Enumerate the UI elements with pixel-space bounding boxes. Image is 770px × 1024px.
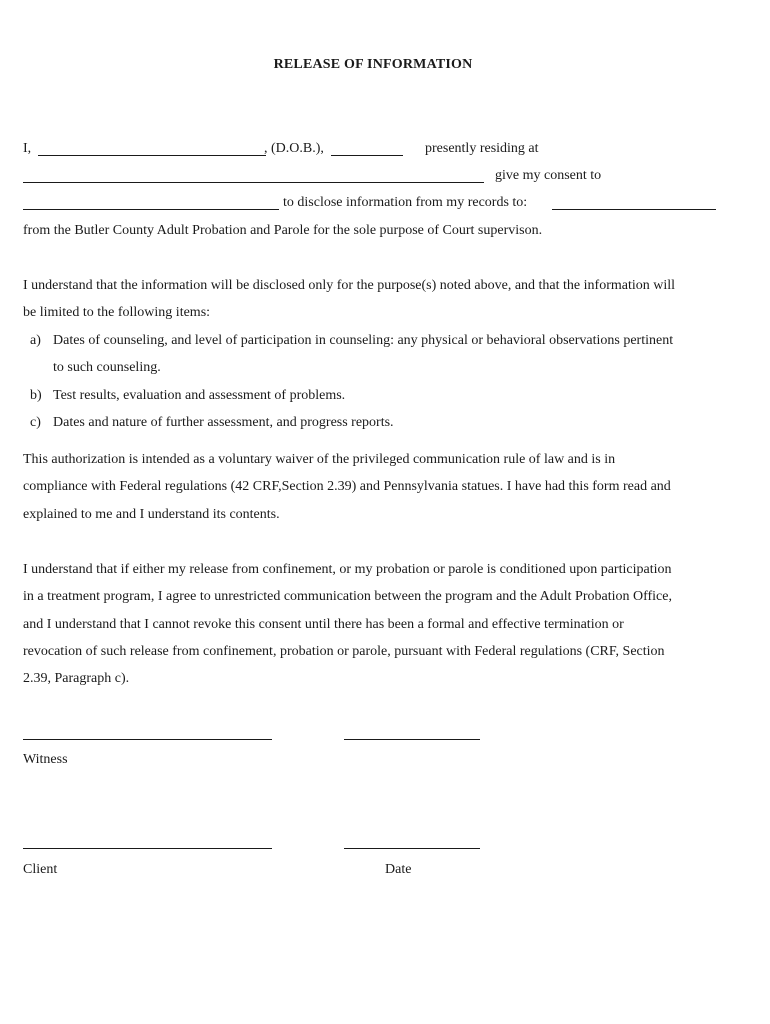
confinement-line: revocation of such release from confinement, probation or parole, pursuant with Federal regulations (CRF, Section xyxy=(23,643,665,659)
authorization-line: compliance with Federal regulations (42 CRF,Section 2.39) and Pennsylvania statues. I have had this form read and xyxy=(23,479,671,495)
witness-label: Witness xyxy=(23,752,68,767)
client-signature-line[interactable] xyxy=(23,848,272,849)
list-item-text: Test results, evaluation and assessment of problems. xyxy=(53,388,346,403)
purpose-line: from the Butler County Adult Probation and Parole for the sole purpose of Court supervison. xyxy=(23,223,543,238)
understand-line: I understand that the information will be disclosed only for the purpose(s) noted above, and that the information will xyxy=(23,278,676,293)
document-title: RELEASE OF INFORMATION xyxy=(273,57,473,72)
list-item-continuation: to such counseling. xyxy=(53,360,161,375)
disclose-recipient-field[interactable] xyxy=(552,209,716,210)
authorization-line: explained to me and I understand its contents. xyxy=(23,506,280,522)
name-field[interactable] xyxy=(38,155,266,156)
dob-label: , (D.O.B.), xyxy=(264,141,324,156)
client-date-line[interactable] xyxy=(344,848,480,849)
understand-line: be limited to the following items: xyxy=(23,305,211,321)
confinement-line: I understand that if either my release from confinement, or my probation or parole is conditioned upon participation xyxy=(23,562,672,577)
understand-paragraph xyxy=(23,272,733,327)
address-field[interactable] xyxy=(23,182,484,183)
confinement-line: and I understand that I cannot revoke this consent until there has been a formal and effective termination or xyxy=(23,616,624,632)
list-item xyxy=(30,327,673,354)
list-item xyxy=(30,409,394,436)
list-item-label: b) xyxy=(30,388,42,403)
i-prefix: I, xyxy=(23,141,32,156)
list-item xyxy=(30,382,345,409)
confinement-line: in a treatment program, I agree to unrestricted communication between the program and the Adult Probation Office, xyxy=(23,589,672,605)
witness-signature-line[interactable] xyxy=(23,739,272,740)
consent-recipient-field[interactable] xyxy=(23,209,279,210)
list-item-label: a) xyxy=(30,333,41,348)
witness-date-line[interactable] xyxy=(344,739,480,740)
residing-label: presently residing at xyxy=(425,141,539,156)
confinement-paragraph xyxy=(23,556,733,692)
consent-label: give my consent to xyxy=(495,168,602,183)
confinement-line: 2.39, Paragraph c). xyxy=(23,671,130,687)
client-label: Client xyxy=(23,862,58,877)
authorization-line: This authorization is intended as a voluntary waiver of the privileged communication rule of law and is in xyxy=(23,452,616,467)
list-item-label: c) xyxy=(30,415,41,430)
dob-field[interactable] xyxy=(331,155,403,156)
list-item-text: Dates and nature of further assessment, and progress reports. xyxy=(53,415,394,430)
list-item-text: Dates of counseling, and level of participation in counseling: any physical or behavioral observations pertinent xyxy=(53,333,674,348)
disclose-label: to disclose information from my records to: xyxy=(283,195,528,210)
date-label: Date xyxy=(385,862,412,877)
authorization-paragraph xyxy=(23,446,733,528)
